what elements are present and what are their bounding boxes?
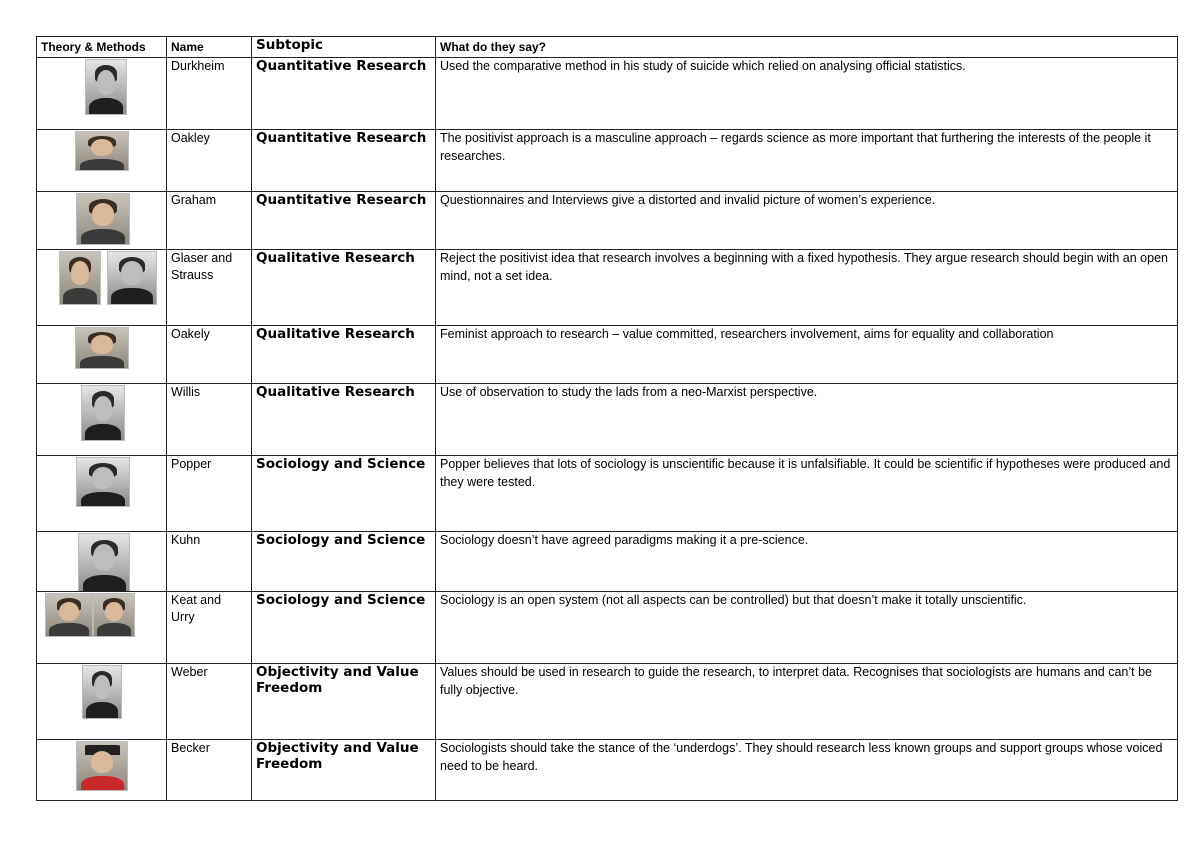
header-what-they-say: What do they say?: [436, 37, 1178, 58]
table-row: [37, 130, 1178, 192]
portrait-photo-icon: [93, 593, 135, 637]
subtopic-cell: Sociology and Science: [252, 592, 436, 664]
subtopic-cell: Quantitative Research: [252, 58, 436, 130]
photo-cell: [37, 250, 167, 326]
table-row: [37, 532, 1178, 592]
says-cell: Sociology doesn’t have agreed paradigms making it a pre-science.: [436, 532, 1178, 592]
table-row: [37, 592, 1178, 664]
name-cell: Oakely: [167, 326, 252, 384]
subtopic-cell: Qualitative Research: [252, 250, 436, 326]
says-cell: Use of observation to study the lads from a neo-Marxist perspective.: [436, 384, 1178, 456]
name-cell: Popper: [167, 456, 252, 532]
name-cell: Becker: [167, 740, 252, 801]
table-row: [37, 250, 1178, 326]
photo-cell: [37, 532, 167, 592]
says-cell: Sociology is an open system (not all aspects can be controlled) but that doesn’t make it totally unscientific.: [436, 592, 1178, 664]
says-cell: Questionnaires and Interviews give a distorted and invalid picture of women’s experience.: [436, 192, 1178, 250]
table-row: [37, 192, 1178, 250]
subtopic-cell: Sociology and Science: [252, 456, 436, 532]
photo-cell: [37, 326, 167, 384]
subtopic-cell: Objectivity and Value Freedom: [252, 664, 436, 740]
table-row: [37, 326, 1178, 384]
header-row: [37, 37, 1178, 58]
photo-cell: [37, 456, 167, 532]
portrait-photo-icon: [59, 251, 101, 305]
says-cell: Sociologists should take the stance of the ‘underdogs’. They should research less known groups and support groups whose voiced need to be heard.: [436, 740, 1178, 801]
portrait-photo-icon: [76, 193, 130, 245]
portrait-photo-icon: [82, 665, 122, 719]
subtopic-cell: Qualitative Research: [252, 384, 436, 456]
says-cell: Values should be used in research to guide the research, to interpret data. Recognises that sociologists are humans and can’t be fully objective.: [436, 664, 1178, 740]
table-row: [37, 456, 1178, 532]
portrait-photo-icon: [45, 593, 93, 637]
header-theory-methods: Theory & Methods: [37, 37, 167, 58]
says-cell: Reject the positivist idea that research involves a beginning with a fixed hypothesis. They argue research should begin with an open mind, not a set idea.: [436, 250, 1178, 326]
photo-cell: [37, 740, 167, 801]
photo-cell: [37, 384, 167, 456]
photo-cell: [37, 192, 167, 250]
subtopic-cell: Quantitative Research: [252, 130, 436, 192]
portrait-photo-icon: [81, 385, 125, 441]
photo-cell: [37, 664, 167, 740]
portrait-photo-icon: [75, 327, 129, 369]
theory-methods-table: [36, 36, 1178, 801]
table-row: [37, 664, 1178, 740]
name-cell: Glaser and Strauss: [167, 250, 252, 326]
table-row: [37, 384, 1178, 456]
portrait-photo-icon: [78, 533, 130, 592]
subtopic-cell: Quantitative Research: [252, 192, 436, 250]
says-cell: Popper believes that lots of sociology is unscientific because it is unfalsifiable. It could be scientific if hypotheses were produced and they were tested.: [436, 456, 1178, 532]
subtopic-cell: Sociology and Science: [252, 532, 436, 592]
name-cell: Durkheim: [167, 58, 252, 130]
subtopic-cell: Qualitative Research: [252, 326, 436, 384]
says-cell: The positivist approach is a masculine approach – regards science as more important that furthering the interests of the people it researches.: [436, 130, 1178, 192]
says-cell: Feminist approach to research – value committed, researchers involvement, aims for equality and collaboration: [436, 326, 1178, 384]
name-cell: Kuhn: [167, 532, 252, 592]
photo-cell: [37, 130, 167, 192]
name-cell: Graham: [167, 192, 252, 250]
portrait-photo-icon: [76, 457, 130, 507]
says-cell: Used the comparative method in his study of suicide which relied on analysing official statistics.: [436, 58, 1178, 130]
name-cell: Oakley: [167, 130, 252, 192]
name-cell: Willis: [167, 384, 252, 456]
table-row: [37, 740, 1178, 801]
portrait-photo-icon: [76, 741, 128, 791]
photo-cell: [37, 58, 167, 130]
header-subtopic: Subtopic: [252, 37, 436, 58]
header-name: Name: [167, 37, 252, 58]
portrait-photo-icon: [107, 251, 157, 305]
photo-cell: [37, 592, 167, 664]
name-cell: Keat and Urry: [167, 592, 252, 664]
name-cell: Weber: [167, 664, 252, 740]
portrait-photo-icon: [85, 59, 127, 115]
subtopic-cell: Objectivity and Value Freedom: [252, 740, 436, 801]
portrait-photo-icon: [75, 131, 129, 171]
table-row: [37, 58, 1178, 130]
